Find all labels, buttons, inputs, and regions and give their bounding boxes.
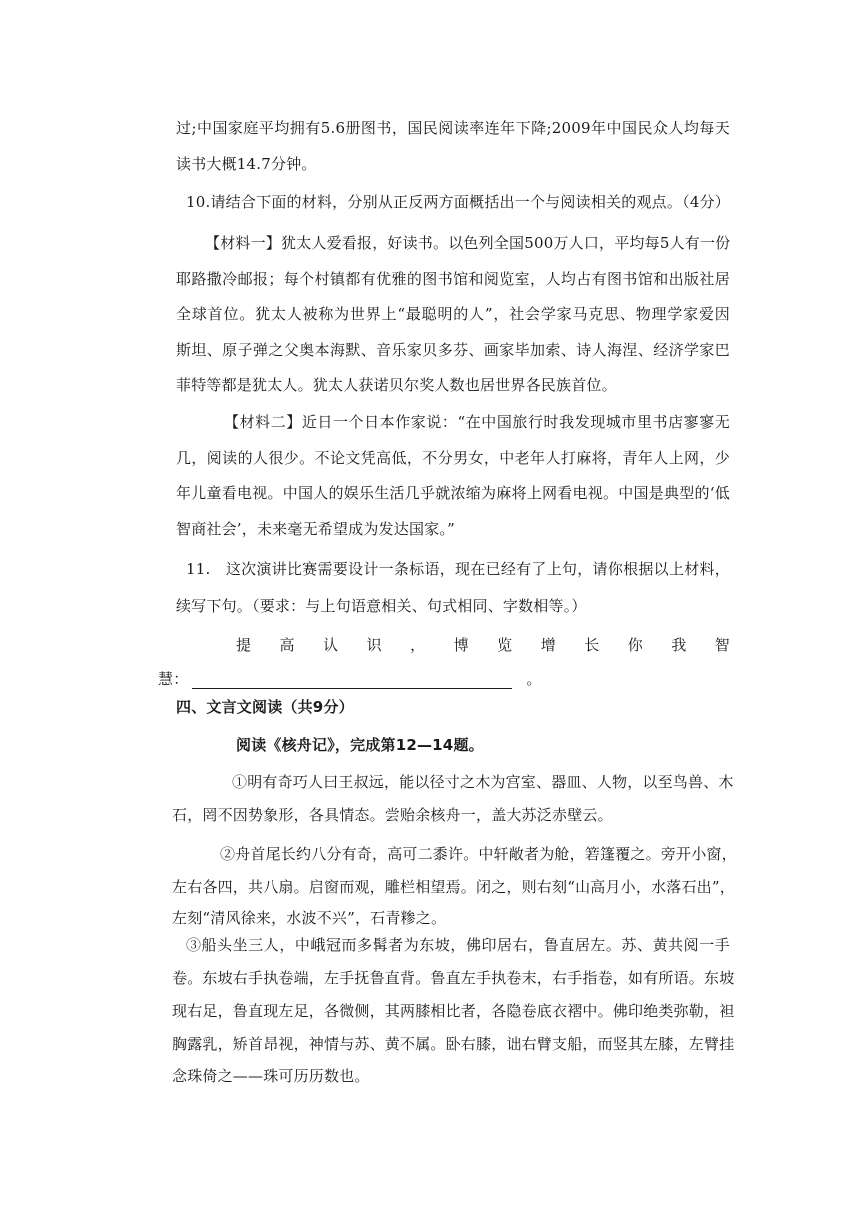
passage-paragraph-3: 胸露乳，矫首昂视，神情与苏、黄不属。卧右膝，诎右臂支船，而竖其左膝，左臂挂 bbox=[172, 1035, 735, 1053]
passage-paragraph-3: 现右足，鲁直现左足，各微侧，其两膝相比者，各隐卷底衣褶中。佛印绝类弥勒，袒 bbox=[172, 1002, 735, 1020]
slogan-period: 。 bbox=[526, 670, 542, 688]
passage-paragraph-3: 卷。东坡右手执卷端，左手抚鲁直背。鲁直左手执卷末，右手指卷，如有所语。东坡 bbox=[172, 969, 735, 987]
passage-paragraph-3: 念珠倚之——珠可历历数也。 bbox=[172, 1067, 370, 1085]
stats-line-2: 读书大概14.7分钟。 bbox=[176, 155, 317, 173]
slogan-answer-line bbox=[158, 669, 542, 689]
reading-instruction: 阅读《核舟记》，完成第12—14题。 bbox=[236, 736, 484, 754]
passage-paragraph-1: 石，罔不因势象形，各具情态。尝贻余核舟一，盖大苏泛赤壁云。 bbox=[172, 806, 613, 824]
question-10-prompt: 10.请结合下面的材料，分别从正反两方面概括出一个与阅读相关的观点。（4分） bbox=[186, 193, 730, 211]
passage-paragraph-2: 左右各四，共八扇。启窗而观，雕栏相望焉。闭之，则右刻“山高月小，水落石出”， bbox=[172, 878, 735, 896]
material-2-line: 智商社会’，未来毫无希望成为发达国家。” bbox=[176, 520, 455, 538]
passage-paragraph-1: ①明有奇巧人曰王叔远，能以径寸之木为宫室、器皿、人物，以至鸟兽、木 bbox=[232, 773, 734, 791]
material-1-line: 耶路撒冷邮报；每个村镇都有优雅的图书馆和阅览室，人均占有图书馆和出版社居 bbox=[176, 270, 730, 288]
answer-blank[interactable] bbox=[192, 674, 512, 689]
material-1-line: 斯坦、原子弹之父奥本海默、音乐家贝多芬、画家毕加索、诗人海涅、经济学家巴 bbox=[176, 341, 730, 359]
material-2-line: 【材料二】近日一个日本作家说：“在中国旅行时我发现城市里书店寥寥无 bbox=[224, 413, 730, 431]
material-1-line: 全球首位。犹太人被称为世界上“最聪明的人”，社会学家马克思、物理学家爱因 bbox=[176, 305, 730, 323]
passage-paragraph-2: ②舟首尾长约八分有奇，高可二黍许。中轩敞者为舱，箬篷覆之。旁开小窗， bbox=[220, 845, 737, 863]
section-heading: 四、文言文阅读（共9分） bbox=[176, 698, 354, 716]
material-2-line: 几，阅读的人很少。不论文凭高低，不分男女，中老年人打麻将，青年人上网，少 bbox=[176, 449, 730, 467]
material-2-line: 年儿童看电视。中国人的娱乐生活几乎就浓缩为麻将上网看电视。中国是典型的‘低 bbox=[176, 484, 730, 502]
slogan-first-line: 提高认识，博览增长你我智 bbox=[236, 636, 730, 654]
passage-paragraph-3: ③船头坐三人，中峨冠而多髯者为东坡，佛印居右，鲁直居左。苏、黄共阅一手 bbox=[186, 936, 730, 954]
question-11-prompt: 续写下句。（要求：与上句语意相关、句式相同、字数相等。） bbox=[176, 597, 587, 615]
material-1-line: 菲特等都是犹太人。犹太人获诺贝尔奖人数也居世界各民族首位。 bbox=[176, 376, 617, 394]
slogan-end-char: 慧： bbox=[158, 670, 189, 688]
material-1-line: 【材料一】犹太人爱看报，好读书。以色列全国500万人口，平均每5人有一份 bbox=[205, 234, 731, 252]
question-11-prompt: 11. 这次演讲比赛需要设计一条标语，现在已经有了上句，请你根据以上材料， bbox=[186, 560, 730, 578]
stats-line-1: 过;中国家庭平均拥有5.6册图书，国民阅读率连年下降;2009年中国民众人均每天 bbox=[176, 119, 730, 137]
passage-paragraph-2: 左刻“清风徐来，水波不兴”，石青糁之。 bbox=[172, 909, 447, 927]
